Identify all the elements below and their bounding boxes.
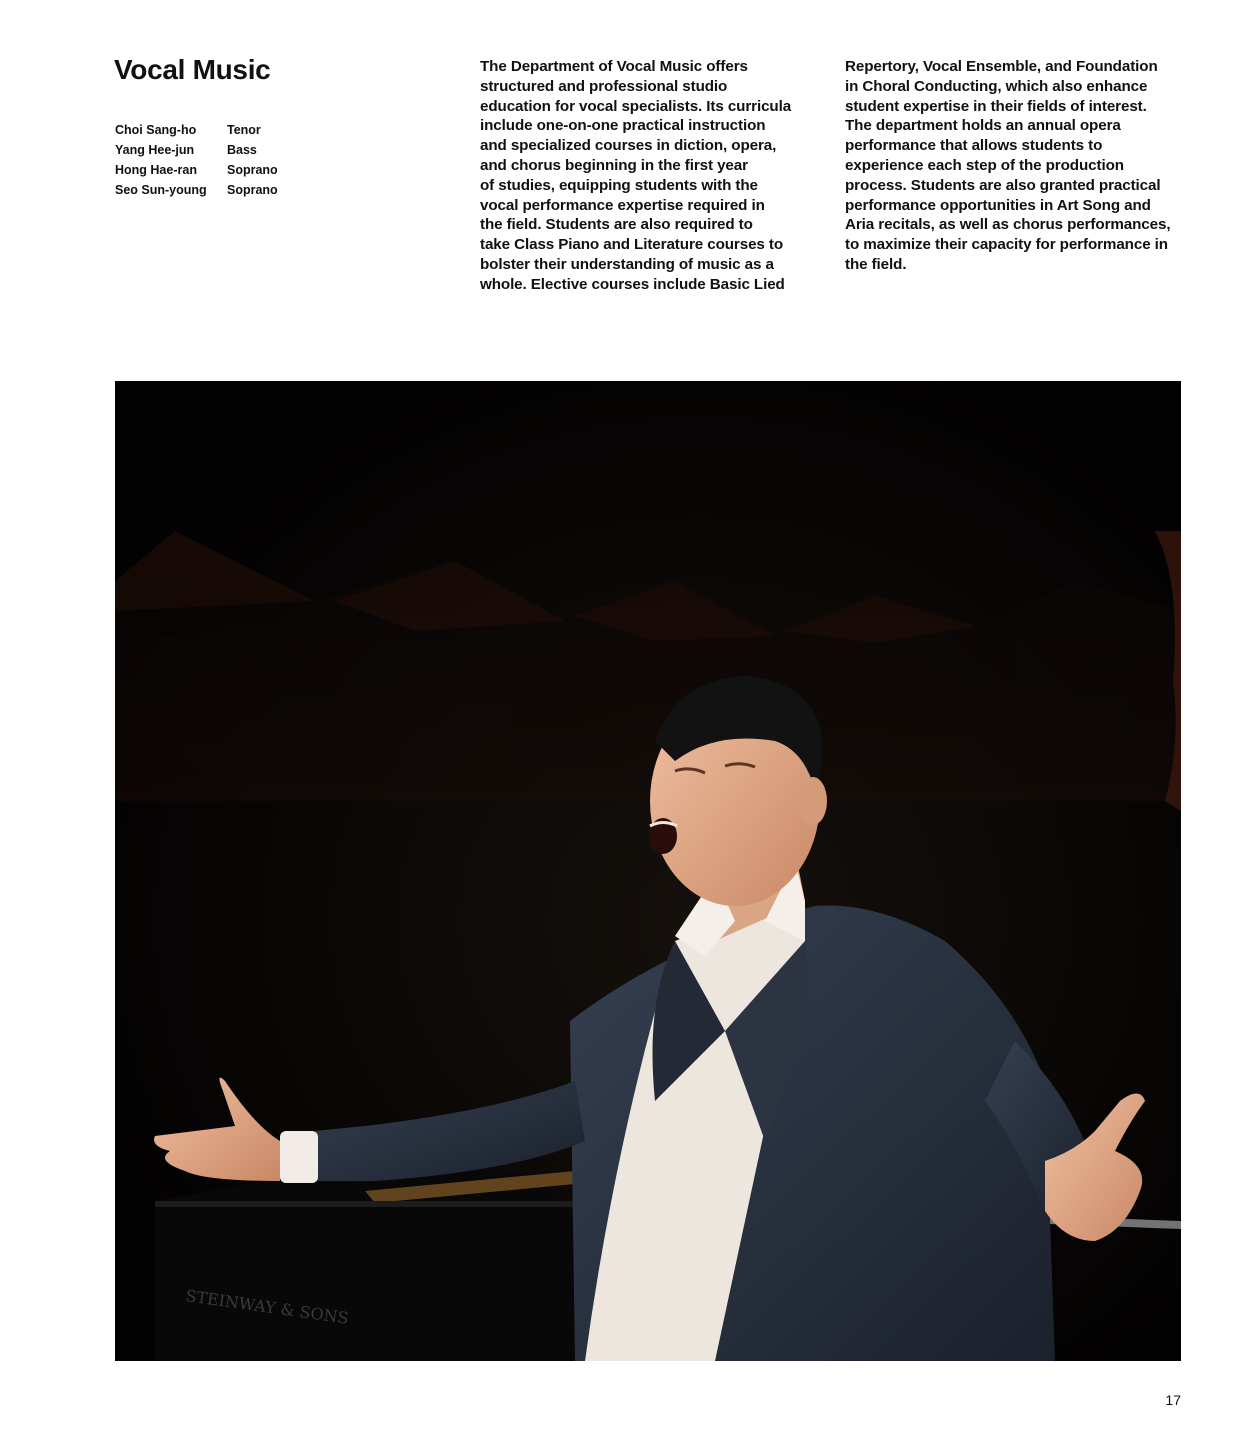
faculty-voice: Soprano [227,163,278,177]
body-line: to maximize their capacity for performance in [845,236,1168,254]
faculty-name: Yang Hee-jun [115,143,195,157]
body-line: Aria recitals, as well as chorus performances, [845,216,1171,234]
body-line: education for vocal specialists. Its curricula [480,97,792,115]
piano-brand: STEINWAY & SONS [184,1286,350,1328]
faculty-row [115,180,278,200]
body-line: student expertise in their fields of interest. [845,97,1147,115]
body-column-2 [845,57,1185,275]
body-line: whole. Elective courses include Basic Lied [480,275,785,293]
body-line: include one-on-one practical instruction [480,117,766,135]
faculty-name: Seo Sun-young [115,183,207,197]
body-line: the field. Students are also required to [480,216,753,234]
body-line: process. Students are also granted practical [845,176,1161,194]
faculty-row [115,160,278,180]
faculty-name: Choi Sang-ho [115,123,197,137]
faculty-name: Hong Hae-ran [115,163,197,177]
faculty-row [115,140,278,160]
body-line: Repertory, Vocal Ensemble, and Foundation [845,58,1158,75]
page-title: Vocal Music [114,54,271,85]
body-line: vocal performance expertise required in [480,196,765,214]
singer-photo [115,381,1181,1361]
body-line: in Choral Conducting, which also enhance [845,77,1148,95]
body-line: performance that allows students to [845,137,1103,155]
ear [799,777,827,825]
faculty-row [115,120,278,140]
body-line: take Class Piano and Literature courses to [480,236,784,254]
faculty-voice: Bass [227,143,257,157]
body-line: and specialized courses in diction, opera, [480,137,777,155]
body-line: and chorus beginning in the first year [480,156,748,174]
left-cuff [280,1131,318,1183]
body-line: bolster their understanding of music as a [480,255,774,273]
singer-illustration [115,381,1181,1361]
faculty-list [115,120,278,200]
body-line: the field. [845,255,907,273]
faculty-voice: Soprano [227,183,278,197]
body-line: of studies, equipping students with the [480,176,758,194]
page-number: 17 [1165,1392,1181,1408]
faculty-voice: Tenor [227,123,261,137]
body-line: The department holds an annual opera [845,117,1121,135]
body-line: performance opportunities in Art Song and [845,196,1151,214]
body-column-1 [480,57,820,295]
body-line: structured and professional studio [480,77,728,95]
body-line: experience each step of the production [845,156,1124,174]
body-line: The Department of Vocal Music offers [480,58,748,75]
